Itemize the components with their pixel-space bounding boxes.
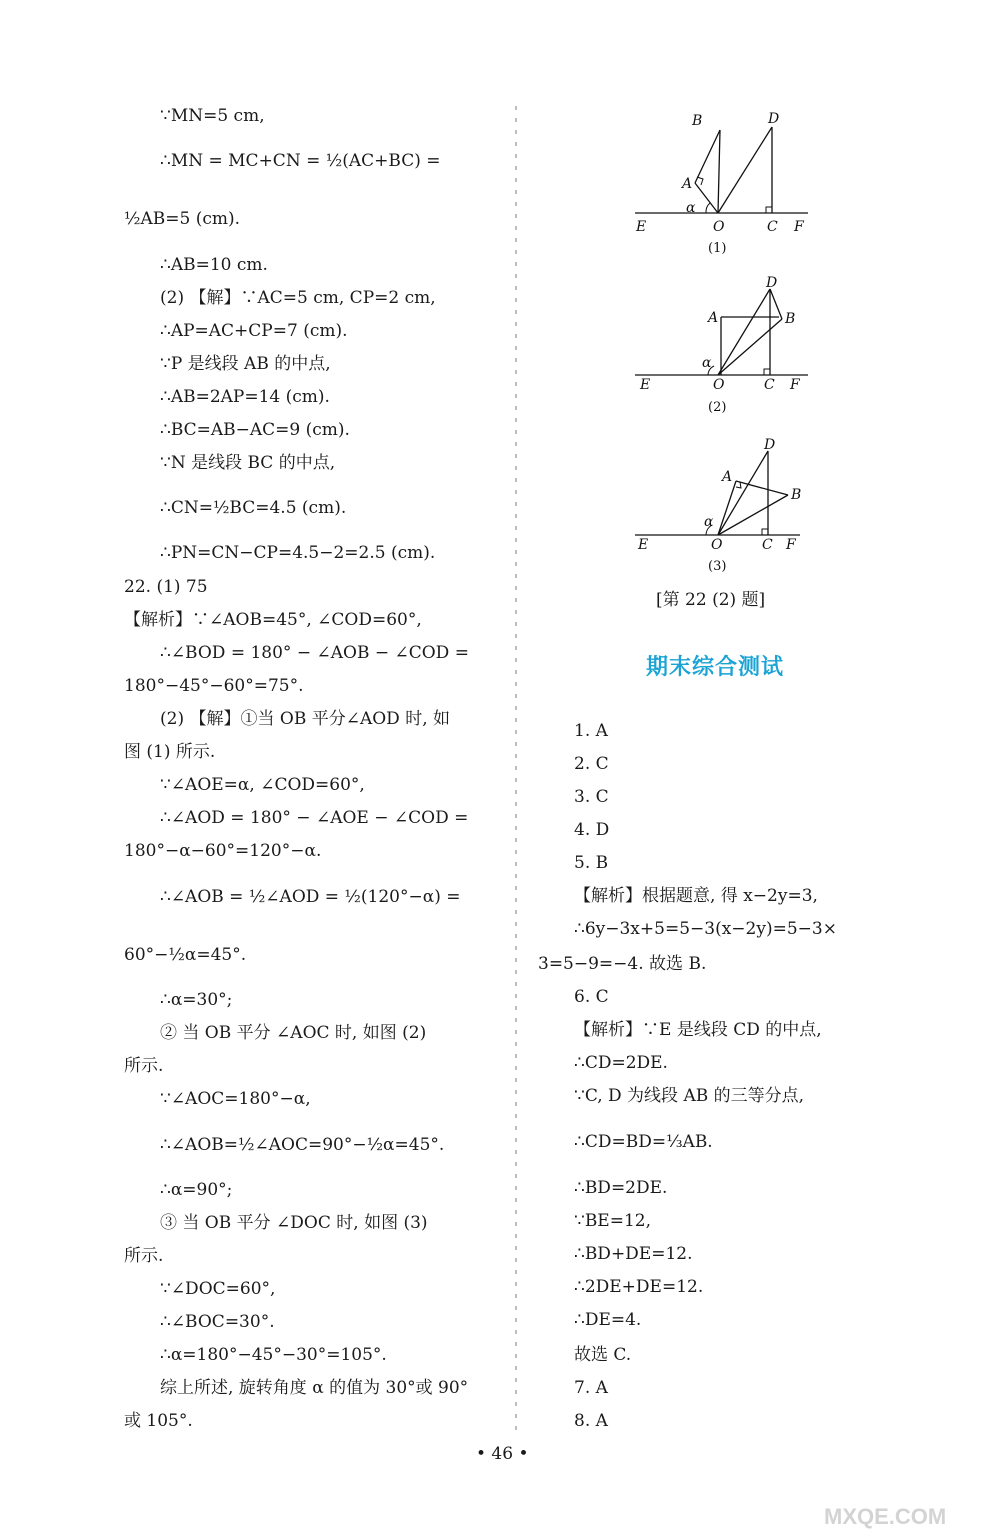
text-line: ∴6y−3x+5=5−3(x−2y)=5−3× — [574, 919, 837, 939]
text-line: ∴PN=CN−CP=4.5−2=2.5 (cm). — [160, 543, 436, 563]
label-B: B — [785, 311, 796, 327]
figure-22-2 — [630, 275, 820, 420]
text-line: 60°−½α=45°. — [124, 945, 247, 965]
text-line: ∴AB=2AP=14 (cm). — [160, 387, 330, 407]
text-line: ∴CD=2DE. — [574, 1053, 668, 1073]
text-line: ∵∠AOE=α, ∠COD=60°, — [160, 775, 365, 795]
text-line: ∴∠BOD = 180° − ∠AOB − ∠COD = — [160, 643, 469, 663]
text-line: 180°−45°−60°=75°. — [124, 676, 304, 696]
text-line: ∴BD=2DE. — [574, 1178, 668, 1198]
label-A: A — [708, 310, 719, 326]
svg-text:MXQE.COM: MXQE.COM — [824, 1504, 947, 1529]
label-D: D — [768, 111, 780, 127]
figure-sub-caption: (2) — [708, 400, 727, 415]
text-line: 【解析】∵E 是线段 CD 的中点, — [574, 1020, 822, 1040]
text-line: ∴BD+DE=12. — [574, 1244, 693, 1264]
column-divider — [512, 100, 520, 1430]
figure-sub-caption: (1) — [708, 241, 727, 256]
text-line: ∴∠AOD = 180° − ∠AOE − ∠COD = — [160, 808, 469, 828]
text-line: 【解析】根据题意, 得 x−2y=3, — [574, 886, 818, 906]
text-line: ③ 当 OB 平分 ∠DOC 时, 如图 (3) — [160, 1213, 428, 1233]
label-B: B — [692, 113, 703, 129]
text-line: ∵N 是线段 BC 的中点, — [160, 453, 336, 473]
label-F: F — [790, 377, 800, 393]
text-line: ∴MN = MC+CN = ½(AC+BC) = — [160, 151, 441, 171]
text-line: 所示. — [124, 1246, 164, 1266]
text-line: ∴2DE+DE=12. — [574, 1277, 704, 1297]
label-O: O — [713, 377, 725, 393]
text-line: 故选 C. — [574, 1345, 632, 1365]
label-O: O — [713, 219, 725, 235]
text-line: ② 当 OB 平分 ∠AOC 时, 如图 (2) — [160, 1023, 427, 1043]
text-line: ∴α=30°; — [160, 990, 233, 1010]
text-line: 7. A — [574, 1378, 608, 1398]
text-line: 3=5−9=−4. 故选 B. — [538, 954, 707, 974]
text-line: (2) 【解】①当 OB 平分∠AOD 时, 如 — [160, 709, 451, 729]
text-line: ∴CD=BD=⅓AB. — [574, 1132, 713, 1152]
text-line: ∴∠AOB = ½∠AOD = ½(120°−α) = — [160, 887, 461, 907]
text-line: ½AB=5 (cm). — [124, 209, 241, 229]
text-line: 3. C — [574, 787, 609, 807]
text-line: ∴α=180°−45°−30°=105°. — [160, 1345, 387, 1365]
text-line: ∴AP=AC+CP=7 (cm). — [160, 321, 348, 341]
label-alpha: α — [702, 355, 712, 371]
text-line: ∵P 是线段 AB 的中点, — [160, 354, 331, 374]
text-line: 图 (1) 所示. — [124, 742, 216, 762]
text-line: ∵∠DOC=60°, — [160, 1279, 276, 1299]
text-line: 所示. — [124, 1056, 164, 1076]
text-line: 2. C — [574, 754, 609, 774]
label-E: E — [640, 377, 651, 393]
text-line: ∵BE=12, — [574, 1211, 651, 1231]
label-alpha: α — [686, 200, 696, 216]
text-line: 180°−α−60°=120°−α. — [124, 841, 322, 861]
figure-caption: [第 22 (2) 题] — [656, 590, 766, 610]
text-line: 【解析】∵∠AOB=45°, ∠COD=60°, — [124, 610, 422, 630]
text-line: 8. A — [574, 1411, 608, 1431]
text-line: ∵∠AOC=180°−α, — [160, 1089, 311, 1109]
label-C: C — [767, 219, 778, 235]
label-O: O — [711, 537, 723, 553]
text-line: ∵MN=5 cm, — [160, 106, 265, 126]
label-B: B — [791, 487, 802, 503]
label-A: A — [722, 469, 733, 485]
label-E: E — [636, 219, 647, 235]
text-line: ∴CN=½BC=4.5 (cm). — [160, 498, 347, 518]
label-C: C — [764, 377, 775, 393]
text-line: 1. A — [574, 721, 608, 741]
text-line: (2) 【解】∵AC=5 cm, CP=2 cm, — [160, 288, 436, 308]
text-line: 综上所述, 旋转角度 α 的值为 30°或 90° — [160, 1378, 469, 1398]
text-line: 4. D — [574, 820, 610, 840]
page-number: • 46 • — [476, 1444, 529, 1464]
text-line: 或 105°. — [124, 1411, 193, 1431]
watermark-logo — [818, 1468, 990, 1532]
text-line: ∴BC=AB−AC=9 (cm). — [160, 420, 350, 440]
label-C: C — [762, 537, 773, 553]
label-F: F — [786, 537, 796, 553]
label-F: F — [794, 219, 804, 235]
label-E: E — [638, 537, 649, 553]
text-line: 22. (1) 75 — [124, 577, 208, 597]
text-line: ∴∠BOC=30°. — [160, 1312, 275, 1332]
text-line: ∴∠AOB=½∠AOC=90°−½α=45°. — [160, 1135, 445, 1155]
figure-22-1 — [630, 105, 820, 260]
label-alpha: α — [704, 514, 714, 530]
figure-22-3 — [630, 435, 820, 585]
label-A: A — [682, 176, 693, 192]
text-line: 6. C — [574, 987, 609, 1007]
text-line: ∴α=90°; — [160, 1180, 233, 1200]
label-D: D — [766, 275, 778, 291]
figure-sub-caption: (3) — [708, 559, 727, 574]
text-line: ∴AB=10 cm. — [160, 255, 268, 275]
text-line: ∴DE=4. — [574, 1310, 642, 1330]
label-D: D — [764, 437, 776, 453]
section-heading: 期末综合测试 — [646, 655, 785, 680]
text-line: 5. B — [574, 853, 609, 873]
text-line: ∵C, D 为线段 AB 的三等分点, — [574, 1086, 805, 1106]
